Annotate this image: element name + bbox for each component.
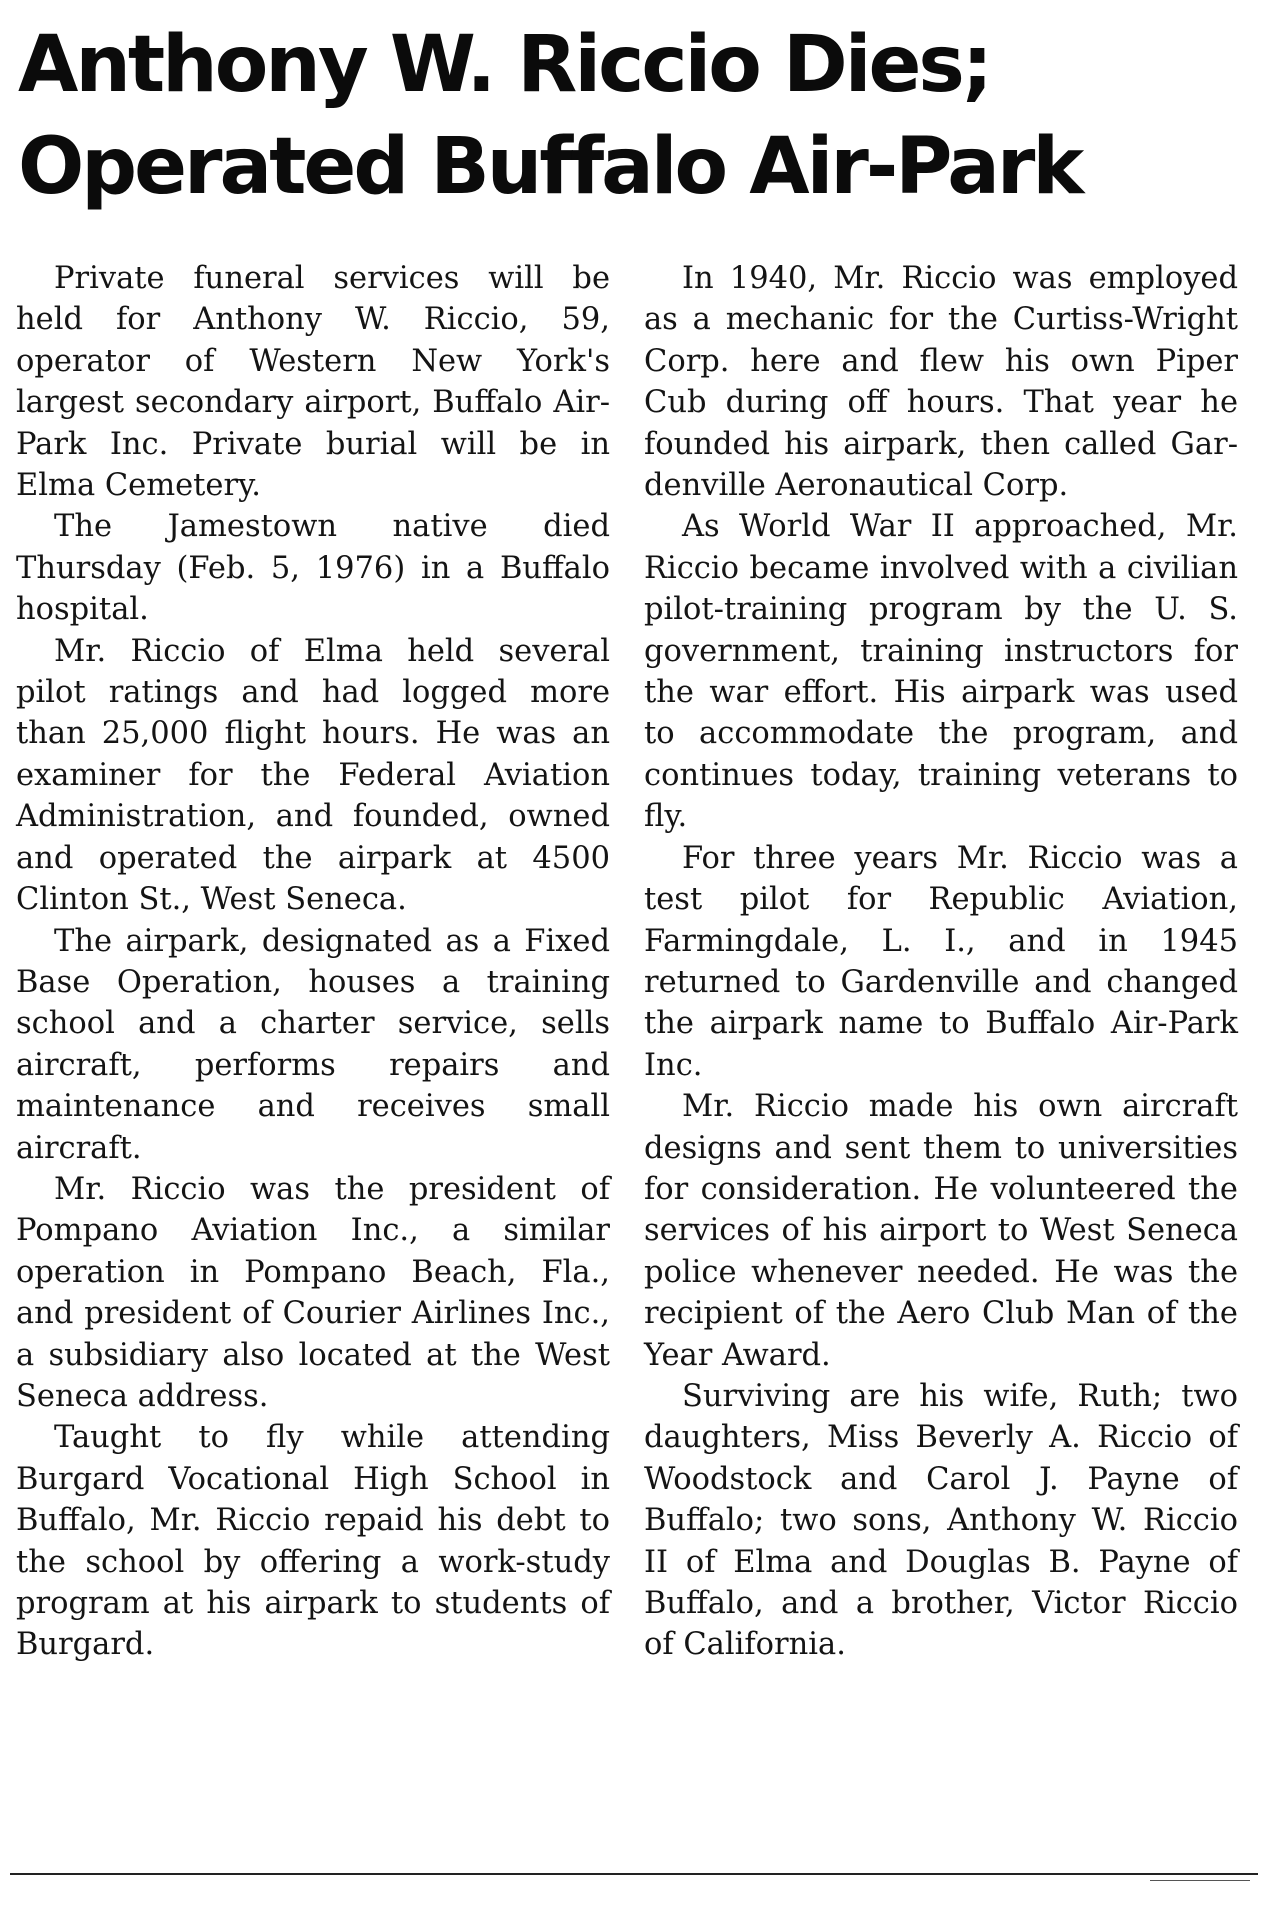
headline [18, 14, 1238, 218]
paragraph-aircraft-designs: Mr. Riccio made his own aircraft designs and sent them to universities for consideration. He volunteered the services of his airport to West Seneca police whenever needed. He was the recipient of the Aero Club Man of the Year Award. [644, 1089, 1238, 1373]
paragraph-curtiss-wright: In 1940, Mr. Riccio was employed as a mechanic for the Curtiss-Wright Corp. here and flew his own Piper Cub during off hours. That year he founded his airpark, then called Gardenville Aeronautical Corp. [644, 261, 1238, 504]
paragraph-airpark-services: The airpark, designated as a Fixed Base Operation, houses a training school and a charter service, sells aircraft, performs repairs and maintenance and receives small aircraft. [16, 923, 610, 1166]
paragraph-pompano-aviation: Mr. Riccio was the president of Pompano Aviation Inc., a similar operation in Pompano Beach, Fla., and president of Courier Airlines Inc., a subsidiary also located at the West Seneca address. [16, 1171, 610, 1414]
article-column-left [16, 258, 610, 1666]
headline-line-2: Operated Buffalo Air-Park [18, 122, 1082, 212]
paragraph-pilot-ratings: Mr. Riccio of Elma held several pilot ratings and had logged more than 25,000 flight hours. He was an examiner for the Federal Aviation Administration, and founded, owned and operated the airpark at 4500 Clinton St., West Seneca. [16, 633, 610, 918]
paragraph-death: The Jamestown native died Thursday (Feb. 5, 1976) in a Buffalo hospital. [16, 509, 610, 628]
bottom-rule [10, 1873, 1258, 1875]
bottom-rule-fragment [1150, 1880, 1250, 1881]
article-column-right [644, 258, 1238, 1666]
headline-line-1: Anthony W. Riccio Dies; [18, 20, 991, 110]
paragraph-funeral: Private funeral services will be held for Anthony W. Riccio, 59, operator of Western New York's largest secondary airport, Buffalo Air-Park Inc. Private burial will be in Elma Cemetery. [16, 261, 610, 504]
paragraph-burgard-school: Taught to fly while attending Burgard Vocational High School in Buffalo, Mr. Riccio repaid his debt to the school by offering a work-study program at his airpark to students of Burgard. [16, 1420, 610, 1663]
paragraph-world-war-ii: As World War II approached, Mr. Riccio became involved with a civilian pilot-training program by the U. S. government, training instructors for the war effort. His airpark was used to accommodate the program, and continues today, training veterans to fly. [644, 509, 1238, 835]
paragraph-test-pilot: For three years Mr. Riccio was a test pilot for Republic Aviation, Farmingdale, L. I., and in 1945 returned to Gardenville and changed the airpark name to Buffalo Air-Park Inc. [644, 840, 1238, 1083]
paragraph-survivors: Surviving are his wife, Ruth; two daughters, Miss Beverly A. Riccio of Woodstock and Carol J. Payne of Buffalo; two sons, Anthony W. Riccio II of Elma and Douglas B. Payne of Buffalo, and a brother, Victor Riccio of California. [644, 1378, 1238, 1663]
